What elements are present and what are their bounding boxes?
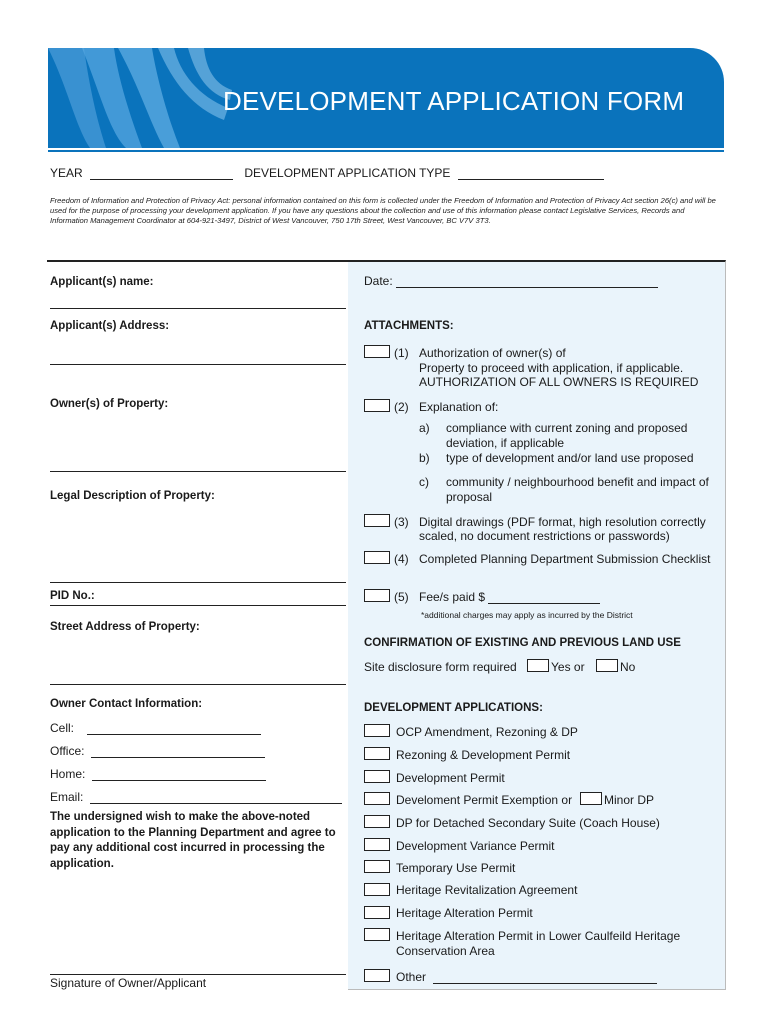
owners-field[interactable] <box>50 471 346 472</box>
attachment-2-checkbox[interactable] <box>364 399 390 412</box>
attachment-4-number: (4) <box>394 552 409 566</box>
signature-label: Signature of Owner/Applicant <box>50 976 207 990</box>
attachment-2b-key: b) <box>419 451 430 465</box>
app-heritage-caulfeild-checkbox[interactable] <box>364 928 390 941</box>
cell-row <box>50 721 261 735</box>
app-other-field[interactable] <box>433 972 657 984</box>
email-field[interactable] <box>90 792 342 804</box>
site-disclosure-no-checkbox[interactable] <box>596 659 618 672</box>
attachment-2c: community / neighbourhood benefit and impact of <box>446 475 709 489</box>
app-temporary-use-label: Temporary Use Permit <box>396 861 516 875</box>
attachment-2a: compliance with current zoning and proposed <box>446 421 688 435</box>
attachment-5-number: (5) <box>394 590 409 604</box>
form-title: DEVELOPMENT APPLICATION FORM <box>223 86 685 116</box>
pid-field[interactable] <box>50 605 346 606</box>
home-label: Home: <box>50 767 86 781</box>
app-minor-dp-checkbox[interactable] <box>580 792 602 805</box>
office-row <box>50 744 265 758</box>
attachment-1-line-3: AUTHORIZATION OF ALL OWNERS IS REQUIRED <box>419 375 699 389</box>
attachment-3-checkbox[interactable] <box>364 514 390 527</box>
attachment-5-label: Fee/s paid $ <box>419 590 486 604</box>
legal-description-label: Legal Description of Property: <box>50 490 215 502</box>
attachment-2-number: (2) <box>394 400 409 414</box>
attachment-5-checkbox[interactable] <box>364 589 390 602</box>
attachment-2b: type of development and/or land use proposed <box>446 451 694 465</box>
app-other-label: Other <box>396 970 427 984</box>
app-dp-exemption-label: Develoment Permit Exemption or <box>396 793 573 807</box>
attachment-2c-key: c) <box>419 475 429 489</box>
applicant-panel <box>47 260 348 990</box>
attachment-2a-key: a) <box>419 421 430 435</box>
app-minor-dp-label: Minor DP <box>604 793 655 807</box>
office-label: Office: <box>50 744 85 758</box>
app-dp-checkbox[interactable] <box>364 770 390 783</box>
legal-description-field[interactable] <box>50 582 346 583</box>
attachment-5-row <box>419 590 600 604</box>
app-dp-exemption-checkbox[interactable] <box>364 792 390 805</box>
street-address-field[interactable] <box>50 684 346 685</box>
development-applications-heading: DEVELOPMENT APPLICATIONS: <box>364 702 543 714</box>
year-type-line <box>50 166 604 180</box>
date-label: Date: <box>364 274 393 288</box>
cell-field[interactable] <box>87 723 261 735</box>
email-row <box>50 790 342 804</box>
street-address-label: Street Address of Property: <box>50 621 200 633</box>
app-heritage-revitalization-checkbox[interactable] <box>364 883 390 896</box>
attachment-1-line-2: Property to proceed with application, if applicable. <box>419 361 684 375</box>
wave-logo-icon <box>48 48 248 148</box>
application-type-field[interactable] <box>458 168 604 180</box>
attachment-2-label: Explanation of: <box>419 400 499 414</box>
application-type-label: DEVELOPMENT APPLICATION TYPE <box>244 166 451 180</box>
signature-field[interactable] <box>50 974 346 975</box>
app-heritage-revitalization-label: Heritage Revitalization Agreement <box>396 883 578 897</box>
attachment-3-label: Digital drawings (PDF format, high resolution correctly <box>419 515 706 529</box>
privacy-notice: Freedom of Information and Protection of Privacy Act: personal information contained on this form is collected under the Freedom of Information and Protection of Privacy Act section 26(c) and will be used for the purpose of processing your development application. If you have any questions about the collection and use of this information please contact Legislative Services, Records and Information Management Coordinator at 604-921-3497, District of West Vancouver, 750 17th Street, West Vancouver, BC V7V 3T3. <box>50 196 716 225</box>
home-field[interactable] <box>92 769 266 781</box>
yes-or-label: Yes or <box>551 660 585 674</box>
app-rezoning-dp-label: Rezoning & Development Permit <box>396 748 571 762</box>
app-variance-checkbox[interactable] <box>364 838 390 851</box>
pid-label: PID No.: <box>50 590 95 602</box>
applicant-address-label: Applicant(s) Address: <box>50 320 170 332</box>
app-ocp-label: OCP Amendment, Rezoning & DP <box>396 725 578 739</box>
attachment-4-label: Completed Planning Department Submission Checklist <box>419 552 711 566</box>
app-dp-label: Development Permit <box>396 771 505 785</box>
app-heritage-caulfeild-line-2: Conservation Area <box>396 944 495 958</box>
home-row <box>50 767 266 781</box>
attachment-1-number: (1) <box>394 346 409 360</box>
attachments-heading: ATTACHMENTS: <box>364 320 454 332</box>
app-temporary-use-checkbox[interactable] <box>364 860 390 873</box>
year-label: YEAR <box>50 166 83 180</box>
app-rezoning-dp-checkbox[interactable] <box>364 747 390 760</box>
attachment-4-checkbox[interactable] <box>364 551 390 564</box>
site-disclosure-yes-checkbox[interactable] <box>527 659 549 672</box>
attachment-3-line-2: scaled, no document restrictions or passwords) <box>419 529 670 543</box>
app-heritage-alteration-label: Heritage Alteration Permit <box>396 906 533 920</box>
app-heritage-alteration-checkbox[interactable] <box>364 906 390 919</box>
app-variance-label: Development Variance Permit <box>396 839 555 853</box>
banner-rule <box>48 150 724 152</box>
email-label: Email: <box>50 790 84 804</box>
app-coach-house-checkbox[interactable] <box>364 815 390 828</box>
attachment-3-number: (3) <box>394 515 409 529</box>
applicant-name-field[interactable] <box>50 308 346 309</box>
header-banner <box>48 48 724 148</box>
fee-note: *additional charges may apply as incurred by the District <box>421 610 633 620</box>
owners-label: Owner(s) of Property: <box>50 398 169 410</box>
confirmation-heading: CONFIRMATION OF EXISTING AND PREVIOUS LAND USE <box>364 637 681 649</box>
app-coach-house-label: DP for Detached Secondary Suite (Coach House) <box>396 816 660 830</box>
applicant-address-field[interactable] <box>50 364 346 365</box>
fee-amount-field[interactable] <box>488 592 600 604</box>
attachment-2a-line-2: deviation, if applicable <box>446 436 565 450</box>
date-field[interactable] <box>396 276 658 288</box>
attachment-1-label: Authorization of owner(s) of <box>419 346 566 360</box>
attachment-1-checkbox[interactable] <box>364 345 390 358</box>
date-row <box>364 274 658 288</box>
attachment-2c-line-2: proposal <box>446 490 493 504</box>
app-other-checkbox[interactable] <box>364 969 390 982</box>
app-ocp-checkbox[interactable] <box>364 724 390 737</box>
attachments-panel <box>348 260 726 990</box>
year-field[interactable] <box>90 168 233 180</box>
office-field[interactable] <box>91 746 265 758</box>
applicant-name-label: Applicant(s) name: <box>50 276 154 288</box>
app-other-row <box>396 970 657 984</box>
cell-label: Cell: <box>50 721 75 735</box>
declaration-text: The undersigned wish to make the above-noted application to the Planning Department and agree to pay any additional cost incurred in processing the application. <box>50 811 336 870</box>
site-disclosure-label: Site disclosure form required <box>364 660 517 674</box>
no-label: No <box>620 660 636 674</box>
owner-contact-heading: Owner Contact Information: <box>50 698 203 710</box>
app-heritage-caulfeild-label: Heritage Alteration Permit in Lower Caulfeild Heritage <box>396 929 681 943</box>
